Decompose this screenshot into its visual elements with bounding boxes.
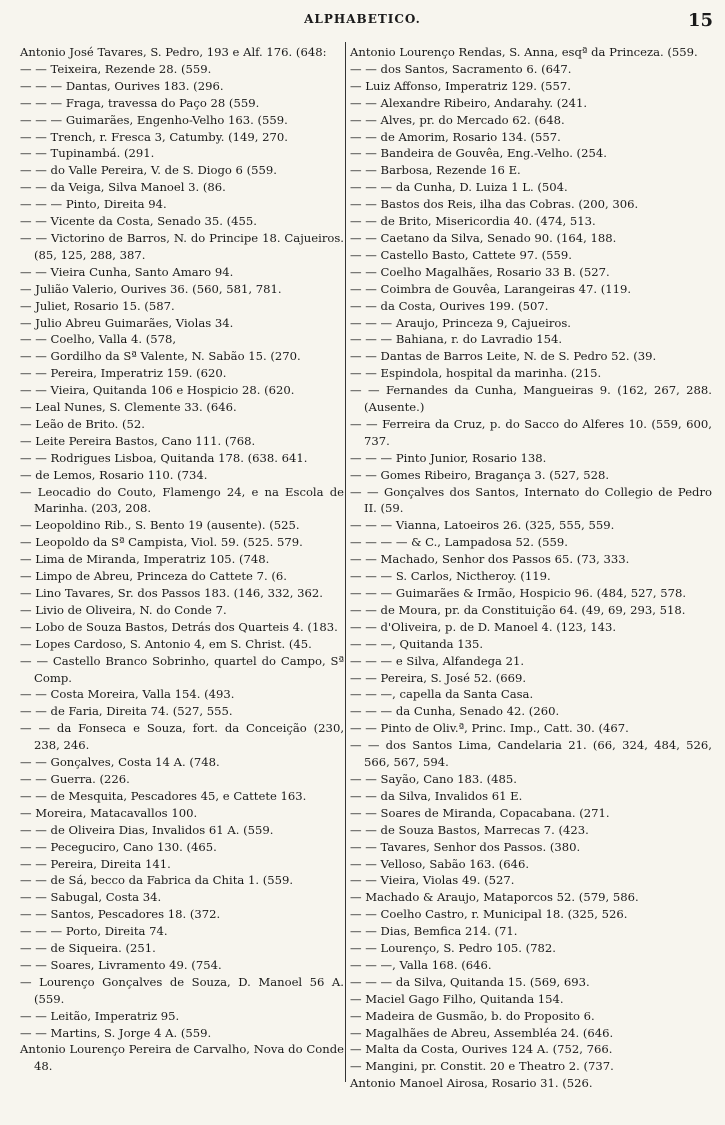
directory-entry: — Lobo de Souza Bastos, Detrás dos Quarteis 4. (183. xyxy=(20,619,338,634)
directory-entry: — — Costa Moreira, Valla 154. (493. xyxy=(20,687,235,702)
directory-entry: — — Tavares, Senhor dos Passos. (380. xyxy=(350,839,581,854)
directory-entry: — Madeira de Gusmão, b. do Proposito 6. xyxy=(350,1008,595,1023)
directory-entry: — — Alves, pr. do Mercado 62. (648. xyxy=(350,112,565,127)
directory-entry: — Leopoldino Rib., S. Bento 19 (ausente). (525. xyxy=(20,518,300,533)
directory-entry: — Maciel Gago Filho, Quitanda 154. xyxy=(350,991,564,1006)
directory-entry: — — Espindola, hospital da marinha. (215. xyxy=(350,366,602,381)
directory-entry: — Leopoldo da Sª Campista, Viol. 59. (525. 579. xyxy=(20,535,303,550)
directory-entry: — — Teixeira, Rezende 28. (559. xyxy=(20,61,212,76)
directory-entry: — Juliet, Rosario 15. (587. xyxy=(20,298,175,313)
directory-entry: — — de Amorim, Rosario 134. (557. xyxy=(350,129,561,144)
directory-entry: — Magalhães de Abreu, Assembléa 24. (646. xyxy=(350,1025,614,1040)
directory-entry: — — Ferreira da Cruz, p. do Sacco do Alferes 10. (559, 600, 737. xyxy=(350,416,712,448)
directory-entry: — — Vieira, Violas 49. (527. xyxy=(350,873,515,888)
directory-entry: — — Gordilho da Sª Valente, N. Sabão 15. (270. xyxy=(20,349,301,364)
directory-entry: — — — Fraga, travessa do Paço 28 (559. xyxy=(20,95,260,110)
directory-entry: — Lopes Cardoso, S. Antonio 4, em S. Christ. (45. xyxy=(20,636,312,651)
directory-entry: — — Vieira, Quitanda 106 e Hospicio 28. (620. xyxy=(20,383,295,398)
directory-entry: — — Coimbra de Gouvêa, Larangeiras 47. (119. xyxy=(350,281,632,296)
directory-entry: — — Castello Basto, Cattete 97. (559. xyxy=(350,247,572,262)
directory-entry: — — —, Quitanda 135. xyxy=(350,636,484,651)
directory-entry: — — — Araujo, Princeza 9, Cajueiros. xyxy=(350,315,571,330)
directory-entry: — — — Vianna, Latoeiros 26. (325, 555, 559. xyxy=(350,518,615,533)
directory-entry: — — Velloso, Sabão 163. (646. xyxy=(350,856,530,871)
directory-entry: — — Bandeira de Gouvêa, Eng.-Velho. (254. xyxy=(350,146,607,161)
directory-entry: — — Coelho, Valla 4. (578, xyxy=(20,332,177,347)
directory-entry: — — — Dantas, Ourives 183. (296. xyxy=(20,78,224,93)
directory-entry: — Leão de Brito. (52. xyxy=(20,416,145,431)
directory-entry: — — Martins, S. Jorge 4 A. (559. xyxy=(20,1025,212,1040)
directory-entry: — — Guerra. (226. xyxy=(20,771,130,786)
directory-entry: — — —, capella da Santa Casa. xyxy=(350,687,534,702)
directory-entry: Antonio José Tavares, S. Pedro, 193 e Alf. 176. (648: xyxy=(20,45,327,59)
directory-entry: — — dos Santos, Sacramento 6. (647. xyxy=(350,61,572,76)
directory-entry: — — de Sá, becco da Fabrica da Chita 1. (559. xyxy=(20,873,294,888)
running-head: ALPHABETICO. xyxy=(304,12,421,26)
directory-entry: — — Pereira, Imperatriz 159. (620. xyxy=(20,366,227,381)
right-column xyxy=(350,44,712,1092)
directory-entry: — — Fernandes da Cunha, Mangueiras 9. (162, 267, 288. (Ausente.) xyxy=(350,383,712,415)
directory-entry: — — Victorino de Barros, N. do Principe 18. Cajueiros. (85, 125, 288, 387. xyxy=(20,230,344,262)
directory-entry: — — Pereira, Direita 141. xyxy=(20,856,171,871)
directory-entry: — — Sayão, Cano 183. (485. xyxy=(350,771,517,786)
directory-entry: — — Castello Branco Sobrinho, quartel do Campo, Sª Comp. xyxy=(20,653,344,685)
directory-entry: — Mangini, pr. Constit. 20 e Theatro 2. (737. xyxy=(350,1059,614,1074)
directory-entry: — — de Brito, Misericordia 40. (474, 513. xyxy=(350,214,596,229)
directory-entry: — — — Porto, Direita 74. xyxy=(20,924,168,939)
directory-entry: — — d'Oliveira, p. de D. Manoel 4. (123, 143. xyxy=(350,619,617,634)
directory-entry: — — de Moura, pr. da Constituição 64. (49, 69, 293, 518. xyxy=(350,602,686,617)
directory-entry: — — da Fonseca e Souza, fort. da Conceição (230, 238, 246. xyxy=(20,721,344,753)
directory-entry: — — Santos, Pescadores 18. (372. xyxy=(20,907,221,922)
directory-entry: — — Peceguciro, Cano 130. (465. xyxy=(20,839,217,854)
directory-entry: — — de Mesquita, Pescadores 45, e Cattete 163. xyxy=(20,788,307,803)
directory-entry: — — da Costa, Ourives 199. (507. xyxy=(350,298,549,313)
directory-entry: — Lourenço Gonçalves de Souza, D. Manoel 56 A. (559. xyxy=(20,974,344,1006)
directory-entry: — — Bastos dos Reis, ilha das Cobras. (200, 306. xyxy=(350,197,639,212)
directory-entry: — — Alexandre Ribeiro, Andarahy. (241. xyxy=(350,95,588,110)
directory-entry: — — Soares de Miranda, Copacabana. (271. xyxy=(350,805,610,820)
page-number: 15 xyxy=(687,10,713,31)
directory-entry: — — — Guimarães & Irmão, Hospicio 96. (484, 527, 578. xyxy=(350,586,687,600)
directory-entry: — — da Veiga, Silva Manoel 3. (86. xyxy=(20,180,226,195)
directory-entry: — — — e Silva, Alfandega 21. xyxy=(350,653,525,668)
directory-entry: — — Gonçalves dos Santos, Internato do Collegio de Pedro II. (59. xyxy=(350,484,712,516)
column-divider xyxy=(345,42,346,1082)
directory-entry: — Malta da Costa, Ourives 124 A. (752, 766. xyxy=(350,1042,613,1057)
directory-entry: — — — Pinto Junior, Rosario 138. xyxy=(350,450,547,465)
directory-entry: — Julio Abreu Guimarães, Violas 34. xyxy=(20,315,234,330)
directory-entry: — — — — & C., Lampadosa 52. (559. xyxy=(350,535,568,550)
directory-entry: — — — da Silva, Quitanda 15. (569, 693. xyxy=(350,974,590,989)
directory-entry: — — Tupinambá. (291. xyxy=(20,146,155,161)
directory-entry: — — Caetano da Silva, Senado 90. (164, 188. xyxy=(350,230,617,245)
directory-entry: — Moreira, Matacavallos 100. xyxy=(20,805,198,820)
directory-entry: — — — Pinto, Direita 94. xyxy=(20,197,167,212)
directory-entry: — — Pereira, S. José 52. (669. xyxy=(350,670,527,685)
directory-entry: — Leocadio do Couto, Flamengo 24, e na Escola de Marinha. (203, 208. xyxy=(20,484,344,516)
directory-entry: — — de Siqueira. (251. xyxy=(20,941,156,956)
directory-entry: — — —, Valla 168. (646. xyxy=(350,957,492,972)
directory-entry: — — Coelho Magalhães, Rosario 33 B. (527. xyxy=(350,264,610,279)
directory-entry: — Livio de Oliveira, N. do Conde 7. xyxy=(20,602,227,617)
directory-entry: — — do Valle Pereira, V. de S. Diogo 6 (559. xyxy=(20,163,277,178)
directory-entry: — — Lourenço, S. Pedro 105. (782. xyxy=(350,941,556,956)
directory-entry: Antonio Lourenço Rendas, S. Anna, esqª da Princeza. (559. xyxy=(350,45,698,59)
directory-entry: — — Dantas de Barros Leite, N. de S. Pedro 52. (39. xyxy=(350,349,657,364)
directory-entry: — — Vicente da Costa, Senado 35. (455. xyxy=(20,214,257,229)
directory-entry: — — Dias, Bemfica 214. (71. xyxy=(350,924,518,939)
directory-entry: — — Rodrigues Lisboa, Quitanda 178. (638. 641. xyxy=(20,450,308,465)
directory-entry: — — — da Cunha, Senado 42. (260. xyxy=(350,704,560,719)
directory-entry: — — Barbosa, Rezende 16 E. xyxy=(350,163,521,178)
directory-entry: — — Leitão, Imperatriz 95. xyxy=(20,1008,180,1023)
directory-entry: — — da Silva, Invalidos 61 E. xyxy=(350,788,523,803)
directory-entry: — — Coelho Castro, r. Municipal 18. (325, 526. xyxy=(350,907,628,922)
directory-entry: — — Trench, r. Fresca 3, Catumby. (149, 270. xyxy=(20,129,288,144)
directory-entry: — — dos Santos Lima, Candelaria 21. (66, 324, 484, 526, 566, 567, 594. xyxy=(350,738,712,770)
directory-entry: — — — Bahiana, r. do Lavradio 154. xyxy=(350,332,563,347)
directory-entry: — — de Oliveira Dias, Invalidos 61 A. (559. xyxy=(20,822,274,837)
directory-entry: — Machado & Araujo, Mataporcos 52. (579, 586. xyxy=(350,890,639,905)
page-header xyxy=(0,10,725,32)
directory-entry: Antonio Manoel Airosa, Rosario 31. (526. xyxy=(350,1076,593,1091)
directory-entry: — — — Guimarães, Engenho-Velho 163. (559. xyxy=(20,112,288,127)
directory-entry: — Limpo de Abreu, Princeza do Cattete 7. (6. xyxy=(20,569,287,584)
directory-entry: — — Gomes Ribeiro, Bragança 3. (527, 528. xyxy=(350,467,610,482)
directory-entry: — — Soares, Livramento 49. (754. xyxy=(20,957,222,972)
directory-entry: — — de Souza Bastos, Marrecas 7. (423. xyxy=(350,822,589,837)
directory-entry: — de Lemos, Rosario 110. (734. xyxy=(20,467,208,482)
directory-entry: Antonio Lourenço Pereira de Carvalho, Nova do Conde 48. xyxy=(20,1042,344,1074)
directory-entry: — — Vieira Cunha, Santo Amaro 94. xyxy=(20,264,234,279)
directory-entry: — — de Faria, Direita 74. (527, 555. xyxy=(20,704,233,719)
directory-entry: — — Gonçalves, Costa 14 A. (748. xyxy=(20,755,220,770)
directory-entry: — Leite Pereira Bastos, Cano 111. (768. xyxy=(20,433,256,448)
directory-entry: — — Machado, Senhor dos Passos 65. (73, 333. xyxy=(350,552,630,567)
directory-entry: — Leal Nunes, S. Clemente 33. (646. xyxy=(20,400,237,415)
directory-entry: — Lino Tavares, Sr. dos Passos 183. (146, 332, 362. xyxy=(20,586,323,600)
directory-entry: — Luiz Affonso, Imperatriz 129. (557. xyxy=(350,78,571,93)
directory-entry: — — — S. Carlos, Nictheroy. (119. xyxy=(350,569,551,584)
directory-entry: — — — da Cunha, D. Luiza 1 L. (504. xyxy=(350,180,568,195)
left-column xyxy=(20,44,344,1075)
directory-entry: — Lima de Miranda, Imperatriz 105. (748. xyxy=(20,552,270,567)
directory-entry: — — Sabugal, Costa 34. xyxy=(20,890,162,905)
directory-entry: — — Pinto de Oliv.ª, Princ. Imp., Catt. 30. (467. xyxy=(350,721,629,736)
directory-entry: — Julião Valerio, Ourives 36. (560, 581, 781. xyxy=(20,281,282,296)
